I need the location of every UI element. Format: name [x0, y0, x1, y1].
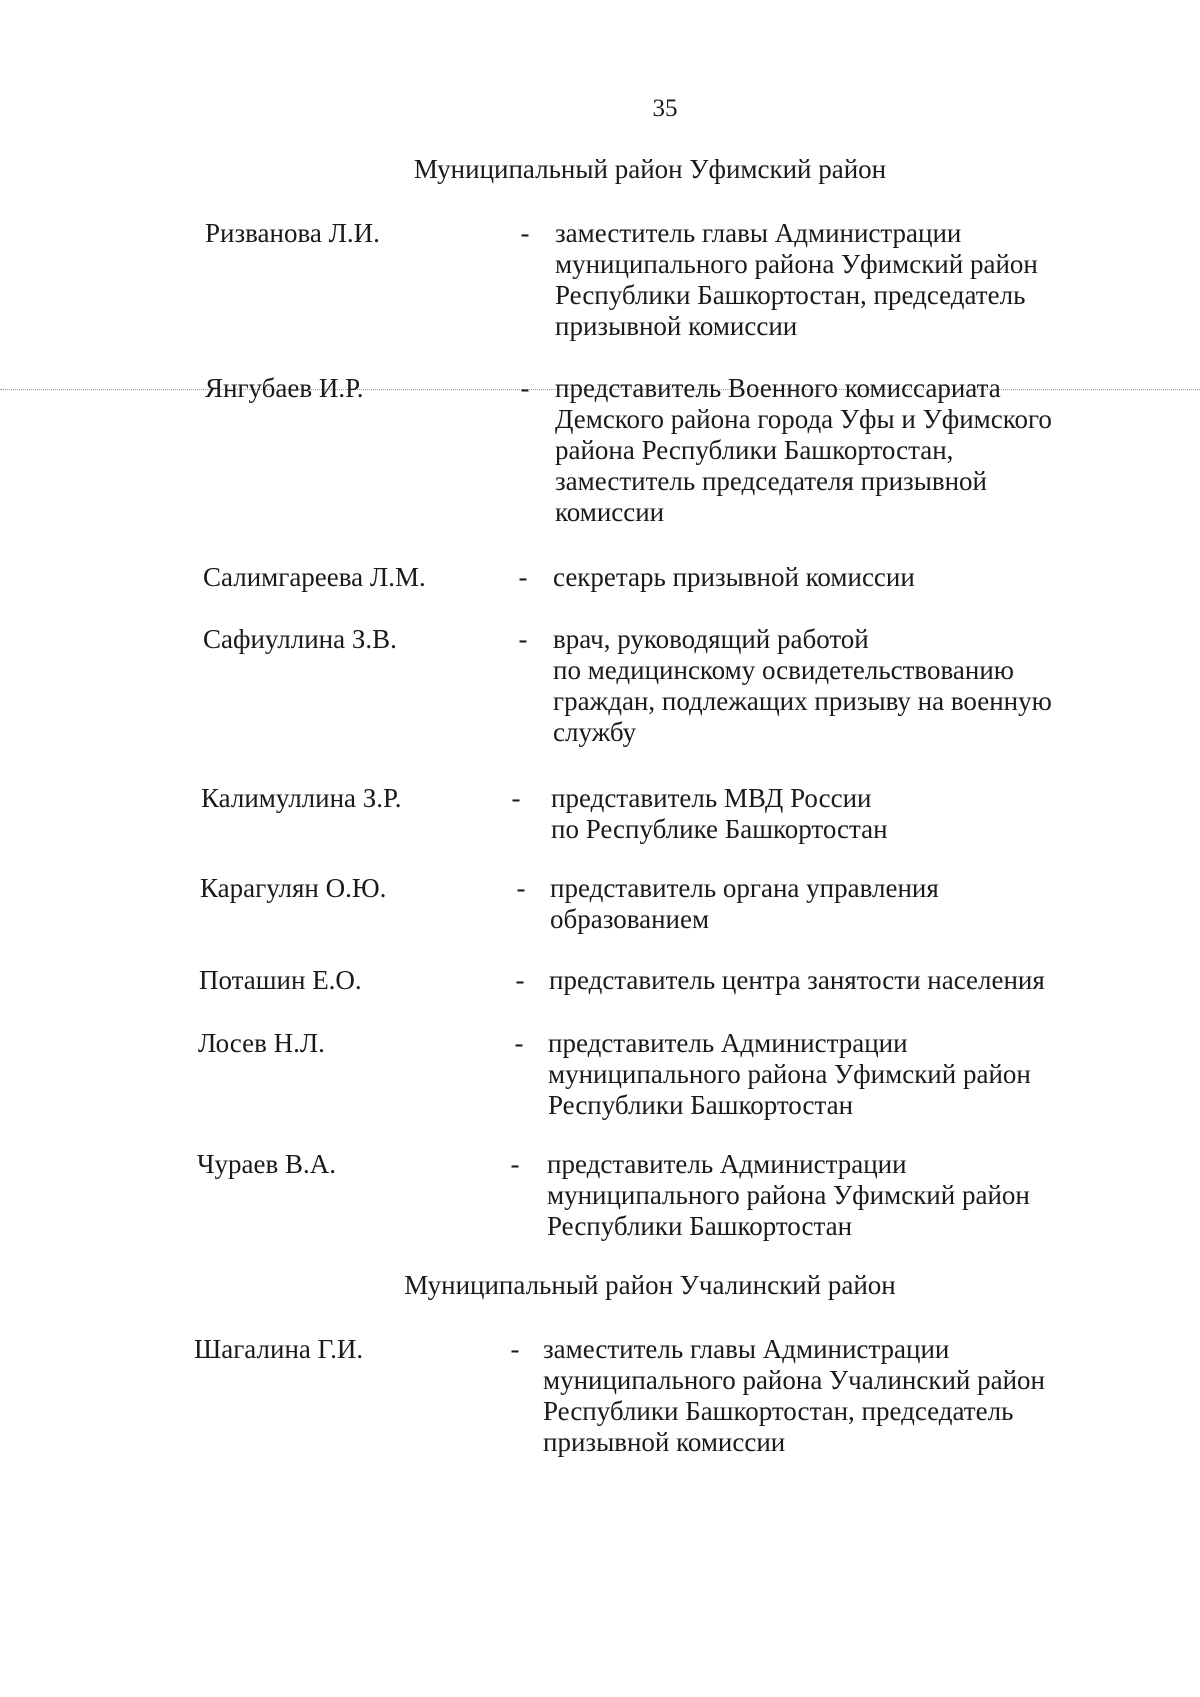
- member-role: представитель Военного комиссариата Демского района города Уфы и Уфимского района Республики Башкортостан, заместитель председателя призывной комиссии: [555, 373, 1052, 527]
- member-dash: -: [510, 1334, 520, 1364]
- member-name: Лосев Н.Л.: [198, 1028, 325, 1058]
- member-name: Калимуллина З.Р.: [201, 783, 402, 813]
- member-name: Карагулян О.Ю.: [200, 873, 387, 903]
- member-name: Ризванова Л.И.: [205, 218, 380, 248]
- member-role: заместитель главы Администрации муниципального района Учалинский район Республики Башкортостан, председатель призывной комиссии: [543, 1334, 1045, 1457]
- section-heading: Муниципальный район Учалинский район: [404, 1270, 896, 1300]
- member-dash: -: [520, 218, 530, 248]
- member-name: Поташин Е.О.: [199, 965, 362, 995]
- member-dash: -: [520, 373, 530, 403]
- member-dash: -: [515, 965, 525, 995]
- member-role: секретарь призывной комиссии: [553, 562, 915, 592]
- member-dash: -: [510, 1149, 520, 1179]
- member-role: представитель центра занятости населения: [549, 965, 1045, 995]
- member-dash: -: [518, 562, 528, 592]
- member-role: представитель органа управления образованием: [550, 873, 939, 934]
- member-role: представитель Администрации муниципального района Уфимский район Республики Башкортостан: [548, 1028, 1031, 1120]
- member-dash: -: [511, 783, 521, 813]
- member-name: Сафиуллина З.В.: [203, 624, 397, 654]
- member-dash: -: [516, 873, 526, 903]
- member-role: представитель Администрации муниципального района Уфимский район Республики Башкортостан: [547, 1149, 1030, 1241]
- member-name: Чураев В.А.: [197, 1149, 337, 1179]
- member-name: Шагалина Г.И.: [194, 1334, 364, 1364]
- member-dash: -: [514, 1028, 524, 1058]
- member-dash: -: [518, 624, 528, 654]
- member-name: Янгубаев И.Р.: [205, 373, 364, 403]
- member-role: представитель МВД России по Республике Башкортостан: [551, 783, 888, 844]
- member-name: Салимгареева Л.М.: [203, 562, 426, 592]
- member-role: заместитель главы Администрации муниципального района Уфимский район Республики Башкортостан, председатель призывной комиссии: [555, 218, 1038, 341]
- member-role: врач, руководящий работой по медицинскому освидетельствованию граждан, подлежащих призыву на военную службу: [553, 624, 1052, 747]
- page-number: 35: [652, 95, 678, 122]
- section-heading: Муниципальный район Уфимский район: [413, 154, 887, 184]
